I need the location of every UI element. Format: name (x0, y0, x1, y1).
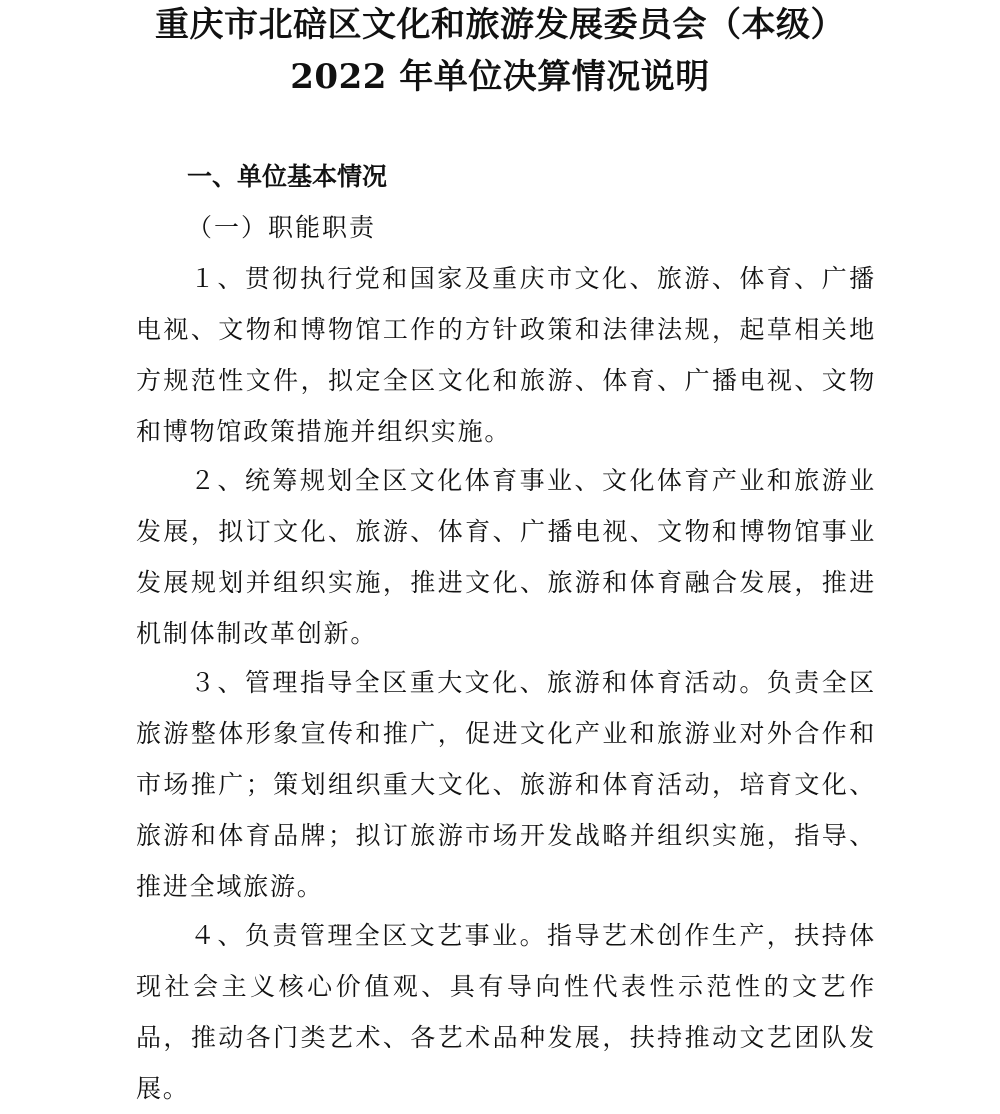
document-title-line-2: 2022 年单位决算情况说明 (290, 57, 710, 97)
paragraph-1: １、贯彻执行党和国家及重庆市文化、旅游、体育、广播电视、文物和博物馆工作的方针政策和法律法规，起草相关地方规范性文件，拟定全区文化和旅游、体育、广播电视、文物和博物馆政策措施并组织实施。 (136, 264, 876, 446)
paragraph-3: ３、管理指导全区重大文化、旅游和体育活动。负责全区旅游整体形象宣传和推广，促进文化产业和旅游业对外合作和市场推广；策划组织重大文化、旅游和体育活动，培育文化、旅游和体育品牌；拟订旅游市场开发战略并组织实施，指导、推进全域旅游。 (136, 668, 876, 901)
paragraph-2: ２、统筹规划全区文化体育事业、文化体育产业和旅游业发展，拟订文化、旅游、体育、广播电视、文物和博物馆事业发展规划并组织实施，推进文化、旅游和体育融合发展，推进机制体制改革创新。 (136, 466, 876, 648)
document-title-line-1: 重庆市北碚区文化和旅游发展委员会（本级） (155, 5, 845, 45)
paragraph-4: ４、负责管理全区文艺事业。指导艺术创作生产，扶持体现社会主义核心价值观、具有导向性代表性示范性的文艺作品，推动各门类艺术、各艺术品种发展，扶持推动文艺团队发展。 (136, 921, 876, 1103)
section-heading: 一、单位基本情况 (187, 162, 388, 191)
subsection-heading: （一）职能职责 (187, 213, 377, 242)
